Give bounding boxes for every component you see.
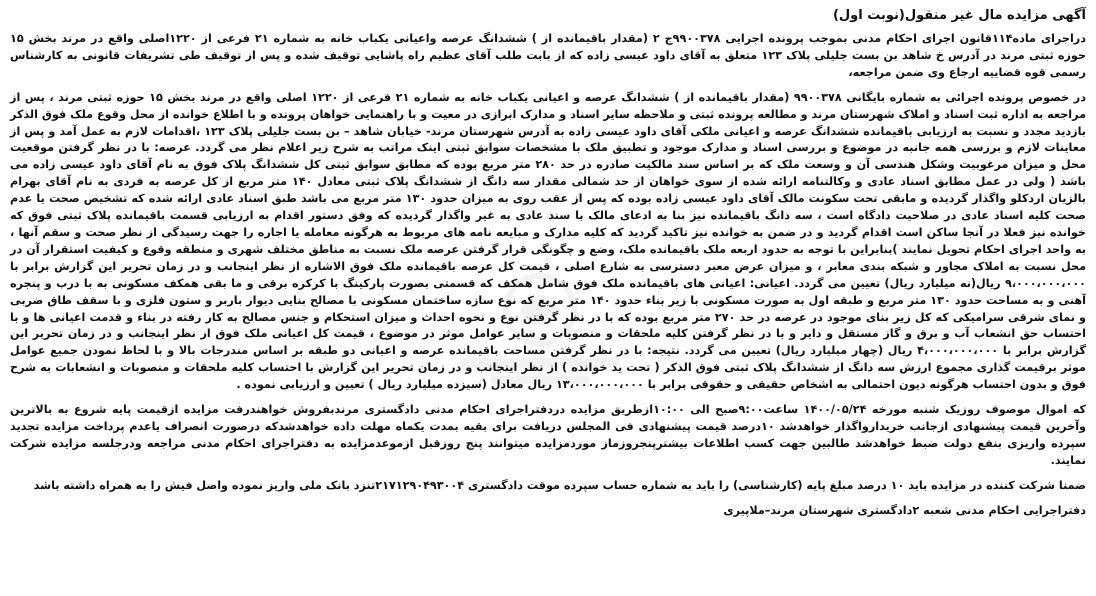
notice-signature: دفتراجرایی احکام مدنی شعبه ۲دادگستری شهرستان مرند–ملاپیری <box>723 503 1086 517</box>
notice-paragraph-appraisal: در خصوص پرونده اجرائی به شماره بایگانی ۹۹۰۰۳۷۸ (مقدار باقیمانده از ) ششدانگ عرصه و اعیانی یکباب خانه به شماره ۲۱ فرعی از ۱۲۲۰ اصلی واقع در مرند بخش ۱۵ حوزه ثبتی مرند ، پس از مراجعه به اداره ثبت اسناد و املاک شهرستان مرند و مطالعه پرونده ثبتی و ملاحظه سایر اسناد و مدارک ابرازی در معیت و با راهنمایی خواهان پرونده و با اطلاع خوانده از محل وقوع ملک فوق الذکر بازدید مجدد و نسبت به ارزیابی باقیمانده ششدانگ عرصه و اعیانی ملکی آقای داود عیسی زاده به آدرس شهرستان مرند- خیابان شاهد – بن بست جلیلی پلاک ۱۲۳ ،اقدامات لازم به عمل آمد و پس از معاینات لازم و بررسی همه جانبه در موضوع و بررسی اسناد و مدارک موجود و تطبیق ملک با مشخصات سوابق ثبتی اینک مراتب به شرح زیر اعلام نظر می گردد. عرصه: با در نظر گرفتن موقعیت محل و میزان مرغوبیت وشکل هندسی آن و وسعت ملک که بر اساس سند مالکیت صادره در حد ۲۸۰ متر مربع بوده که مطابق سوابق ثبتی کل ششدانگ پلاک فوق به نام آقای داود عیسی زاده می باشد ( ولی در عمل مطابق اسناد عادی و وکالتنامه ارائه شده از سوی خواهان از حد شمالی مقدار سه دانگ از ششدانگ پلاک ثبتی معادل ۱۴۰ متر مربع از کل عرصه به فردی به نام آقای بهرام بالزیان اردکلو واگذار گردیده و مابقی تحت سکونت مالک آقای داود عیسی زاده بوده که پس از عقب روی به میزان حدود ۱۳۰ متر مربع می باشد طبق اسناد عادی ارائه شده که تشخیص صحت یا عدم صحت کلیه اسناد عادی در صلاحیت دادگاه است ، سه دانگ باقیمانده نیز بنا به ادعای مالک با سند عادی به غیر واگذار گردیده که وفق دستور اقدام به ارزیابی قسمت باقیمانده پلاک ثبتی فوق که خوانده نیز فعلا در آنجا ساکن است اقدام گردید و در ضمن به خوانده نیز تاکید گردید که کلیه مدارک و مبایعه نامه های مربوط به هرگونه معامله یا اجاره را جهت رسیدگی از نظر صحت و سقم آنها ، به واحد اجرای احکام تحویل نمایند )بنابراین با توجه به حدود اربعه ملک باقیمانده ملک، وضع و چگونگی قرار گرفتن عرصه ملک نسبت به مناطق مختلف شهری و منطقه وقوع و کیفیت استقرار آن در محل نسبت به املاک مجاور و شبکه بندی معابر ، و میزان عرض معبر دسترسی به شارع اصلی ، قیمت کل عرصه باقیمانده ملک فوق الاشاره از نظر اینجانب و در زمان تحریر این گزارش برابر با ۹،۰۰۰،۰۰۰،۰۰۰ ریال(نه میلیارد ریال) تعیین می گردد. اعیانی: اعیانی های باقیمانده ملک فوق شامل همکف که قسمتی بصورت پارکینگ با کرکره برقی و ما بقی همکف مسکونی به با درب و پنجره آهنی و به مساحت حدود ۱۳۰ متر مربع و طبقه اول به صورت مسکونی با زیر بناء حدود ۱۴۰ متر مربع که نوع سازه ساختمان مسکونی با مصالح بنایی دیوار باربر و ستون فلزی و با سقف طاق ضربی و نمای شرقی سرامیکی که کل زیر بنای موجود در عرصه در حد ۲۷۰ متر مربع بوده که با در نظر گرفتن نوع و نحوه احداث و میزان استحکام و جنس مصالح به کار رفته در بناء و قدمت اعیانی ها و با احتساب حق انشعاب آب و برق و گاز مستقل و دایر و با در نظر گرفتن کلیه ملحقات و منصوبات و سایر عوامل موثر در موضوع ، قیمت کل اعیانی ملک فوق از نظر اینجانب و در زمان تحریر این گزارش برابر با ۴،۰۰۰،۰۰۰،۰۰۰ ریال (چهار میلیارد ریال) تعیین می گردد. نتیجه: با در نظر گرفتن مساحت باقیمانده عرصه و اعیانی دو طبقه بر اساس مندرجات بالا و با لحاظ نمودن جمیع عوامل موثر برقیمت گذاری مجموع ارزش سه دانگ از ششدانگ پلاک ثبتی فوق الذکر ( تحت ید خوانده ) از نظر اینجانب و در زمان تحریر این گزارش با احتساب کلیه ملحقات و منصوبات و انشعابات به شرح فوق و بدون احتساب هرگونه دیون احتمالی به اشخاص حقیقی و حقوقی برابر با ۱۳،۰۰۰،۰۰۰،۰۰۰ ریال معادل (سیزده میلیارد ریال ) تعیین و ارزیابی نموده . <box>10 90 1086 392</box>
notice-paragraph-intro: دراجرای ماده۱۱۴قانون اجرای احکام مدنی بموجب پرونده اجرایی ۹۹۰۰۳۷۸ج ۲ (مقدار باقیمانده از ) ششدانگ عرصه واعیانی یکباب خانه به شماره ۲۱ فرعی از ۱۲۲۰اصلی واقع در مرند بخش ۱۵ حوزه ثبتی مرند در آدرس خ شاهد بن بست جلیلی پلاک ۱۲۳ متعلق به آقای داود عیسی زاده که از بابت طلب آقای عظیم راه پاشایی توقیف شده و پس از توقیف طی تشریفات قانونی به کارشناس رسمی قوه قضاییه ارجاع وی ضمن مراجعه، <box>10 32 1087 79</box>
notice-paragraph-auction-terms: که اموال موصوف روزیک شنبه مورخه ۱۴۰۰/۰۵/۲۴ ساعت۹:۰۰صبح الی ۱۰:۰۰ازطریق مزایده دردفتراجرای احکام مدنی دادگستری مرندبفروش خواهندرفت مزایده ازقیمت پایه شروع به بالاترین وآخرین قیمت پیشنهادی ازجانب خریدارواگذار خواهدشد ۱۰درصد قیمت پیشنهادی فی المجلس دریافت برای بقیه بمدت یکماه مهلت داده خواهدشدکه درصورت انصراف یاعدم پرداخت مزایده تجدید سپرده واریزی بنفع دولت ضبط خواهدشد طالبین جهت کسب اطلاعات بیشترپنجروزماز موردمزایده میتوانند پنج روزقبل ازموعدمزایده به دفتراجرای احکام مدنی مراجعه ودرجلسه مزایده شرکت نمایند. <box>10 403 1086 467</box>
notice-title: آگهی مزایده مال غیر منقول(نوبت اول) <box>832 8 1086 23</box>
auction-notice <box>10 6 1086 592</box>
notice-paragraph-deposit: ضمنا شرکت کننده در مزایده باید ۱۰ درصد مبلغ پایه (کارشناسی) را باید به شماره حساب سپرده موقت دادگستری ۲۱۷۱۲۹۰۴۹۳۰۰۴تنزد بانک ملی واریز نموده واصل فیش را به همراه داشته باشد <box>33 478 1086 492</box>
